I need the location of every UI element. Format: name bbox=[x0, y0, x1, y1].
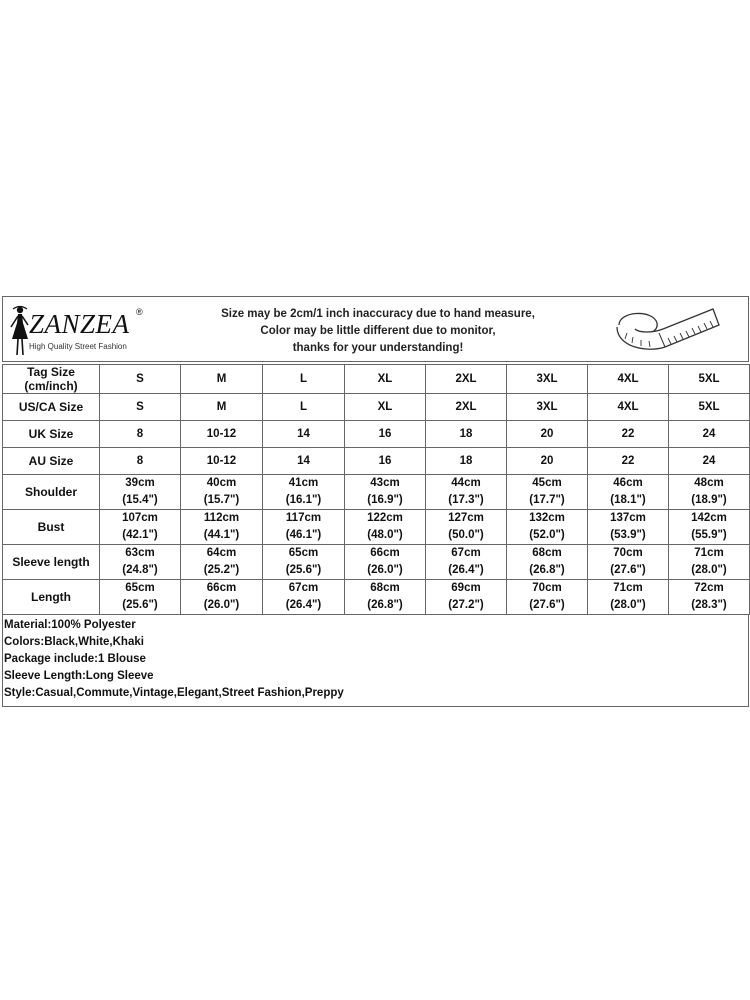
inch-value: (27.6") bbox=[610, 564, 646, 576]
table-row bbox=[3, 580, 750, 615]
table-cell: 24 bbox=[669, 421, 750, 448]
cm-value: 122cm bbox=[367, 512, 403, 524]
cm-value: 66cm bbox=[370, 547, 400, 559]
table-cell bbox=[669, 510, 750, 545]
row-label: Shoulder bbox=[3, 475, 100, 510]
cm-value: 48cm bbox=[694, 477, 724, 489]
inch-value: (48.0") bbox=[367, 529, 403, 541]
note-line: thanks for your understanding! bbox=[292, 342, 464, 354]
inch-value: (18.1") bbox=[610, 494, 646, 506]
detail-line: Style:Casual,Commute,Vintage,Elegant,Street Fashion,Preppy bbox=[4, 687, 344, 699]
woman-silhouette-icon bbox=[9, 305, 31, 357]
detail-line: Package include:1 Blouse bbox=[4, 653, 146, 665]
measure-notes bbox=[173, 306, 583, 357]
inch-value: (44.1") bbox=[203, 529, 240, 541]
table-cell bbox=[345, 545, 426, 580]
table-cell: 5XL bbox=[669, 394, 750, 421]
table-cell: 24 bbox=[669, 448, 750, 475]
inch-value: (25.2") bbox=[203, 564, 240, 576]
cm-value: 63cm bbox=[125, 547, 155, 559]
inch-value: (26.0") bbox=[203, 599, 240, 611]
chart-header bbox=[2, 296, 749, 362]
inch-value: (24.8") bbox=[122, 564, 158, 576]
cm-value: 71cm bbox=[694, 547, 724, 559]
brand-name: ZANZEA bbox=[29, 309, 130, 339]
inch-value: (27.6") bbox=[529, 599, 565, 611]
cm-value: 40cm bbox=[206, 477, 237, 489]
table-cell: 8 bbox=[100, 448, 181, 475]
header-label-line: (cm/inch) bbox=[24, 379, 78, 393]
table-cell: 5XL bbox=[669, 365, 750, 394]
table-cell: 18 bbox=[426, 448, 507, 475]
table-cell bbox=[181, 545, 263, 580]
table-cell bbox=[100, 510, 181, 545]
inch-value: (26.0") bbox=[367, 564, 403, 576]
cm-value: 67cm bbox=[451, 547, 481, 559]
cm-value: 117cm bbox=[285, 512, 322, 524]
inch-value: (18.9") bbox=[691, 494, 727, 506]
table-cell: 20 bbox=[507, 421, 588, 448]
cm-value: 112cm bbox=[203, 512, 240, 524]
table-row bbox=[3, 394, 750, 421]
table-cell bbox=[588, 510, 669, 545]
table-cell: 8 bbox=[100, 421, 181, 448]
table-row bbox=[3, 545, 750, 580]
size-table bbox=[2, 364, 750, 615]
table-cell: M bbox=[181, 394, 263, 421]
table-cell bbox=[507, 510, 588, 545]
table-cell: 16 bbox=[345, 421, 426, 448]
row-label: UK Size bbox=[3, 421, 100, 448]
row-label: US/CA Size bbox=[3, 394, 100, 421]
detail-line: Sleeve Length:Long Sleeve bbox=[4, 670, 154, 682]
table-cell bbox=[181, 475, 263, 510]
cm-value: 65cm bbox=[288, 547, 319, 559]
inch-value: (52.0") bbox=[529, 529, 565, 541]
table-cell bbox=[588, 580, 669, 615]
cm-value: 132cm bbox=[529, 512, 565, 524]
inch-value: (17.7") bbox=[529, 494, 565, 506]
cm-value: 67cm bbox=[288, 582, 319, 594]
table-cell: 22 bbox=[588, 421, 669, 448]
table-cell bbox=[507, 580, 588, 615]
brand-logo bbox=[9, 305, 159, 355]
inch-value: (16.9") bbox=[367, 494, 403, 506]
table-cell bbox=[100, 545, 181, 580]
table-cell: 20 bbox=[507, 448, 588, 475]
table-cell: 18 bbox=[426, 421, 507, 448]
table-row bbox=[3, 475, 750, 510]
brand-tagline: High Quality Street Fashion bbox=[29, 342, 127, 351]
table-cell bbox=[426, 475, 507, 510]
table-cell bbox=[345, 475, 426, 510]
table-cell bbox=[669, 475, 750, 510]
cm-value: 64cm bbox=[206, 547, 237, 559]
table-cell: 3XL bbox=[507, 365, 588, 394]
table-row bbox=[3, 510, 750, 545]
table-cell: 2XL bbox=[426, 365, 507, 394]
row-label: Length bbox=[3, 580, 100, 615]
inch-value: (15.7") bbox=[203, 494, 240, 506]
table-cell: 10-12 bbox=[181, 448, 263, 475]
inch-value: (26.4") bbox=[448, 564, 484, 576]
table-cell bbox=[263, 545, 345, 580]
table-cell: XL bbox=[345, 394, 426, 421]
table-cell bbox=[669, 580, 750, 615]
table-cell bbox=[588, 545, 669, 580]
cm-value: 65cm bbox=[125, 582, 155, 594]
table-row bbox=[3, 365, 750, 394]
cm-value: 70cm bbox=[532, 582, 562, 594]
cm-value: 45cm bbox=[532, 477, 562, 489]
table-cell: 3XL bbox=[507, 394, 588, 421]
registered-mark: ® bbox=[136, 307, 143, 317]
row-label bbox=[3, 365, 100, 394]
inch-value: (55.9") bbox=[691, 529, 727, 541]
inch-value: (28.0") bbox=[610, 599, 646, 611]
inch-value: (25.6") bbox=[285, 564, 322, 576]
table-cell bbox=[263, 510, 345, 545]
inch-value: (26.8") bbox=[367, 599, 403, 611]
table-cell: 10-12 bbox=[181, 421, 263, 448]
table-cell: 14 bbox=[263, 448, 345, 475]
table-cell bbox=[263, 580, 345, 615]
header-label-line: Tag Size bbox=[27, 365, 75, 379]
note-line: Color may be little different due to monitor, bbox=[260, 325, 496, 337]
cm-value: 68cm bbox=[370, 582, 400, 594]
inch-value: (28.3") bbox=[691, 599, 727, 611]
row-label: AU Size bbox=[3, 448, 100, 475]
table-row bbox=[3, 448, 750, 475]
table-cell bbox=[263, 475, 345, 510]
cm-value: 142cm bbox=[691, 512, 727, 524]
inch-value: (25.6") bbox=[122, 599, 158, 611]
inch-value: (42.1") bbox=[122, 529, 158, 541]
table-cell bbox=[181, 580, 263, 615]
table-cell bbox=[507, 545, 588, 580]
table-cell: 4XL bbox=[588, 365, 669, 394]
table-cell: 2XL bbox=[426, 394, 507, 421]
cm-value: 43cm bbox=[370, 477, 400, 489]
inch-value: (26.8") bbox=[529, 564, 565, 576]
table-cell: XL bbox=[345, 365, 426, 394]
table-cell: S bbox=[100, 394, 181, 421]
table-cell: 4XL bbox=[588, 394, 669, 421]
row-label: Bust bbox=[3, 510, 100, 545]
inch-value: (50.0") bbox=[448, 529, 484, 541]
cm-value: 66cm bbox=[206, 582, 237, 594]
inch-value: (28.0") bbox=[691, 564, 727, 576]
cm-value: 70cm bbox=[613, 547, 643, 559]
table-cell bbox=[181, 510, 263, 545]
cm-value: 39cm bbox=[125, 477, 155, 489]
table-cell bbox=[426, 545, 507, 580]
cm-value: 72cm bbox=[694, 582, 724, 594]
table-cell: L bbox=[263, 394, 345, 421]
inch-value: (16.1") bbox=[285, 494, 322, 506]
inch-value: (15.4") bbox=[122, 494, 158, 506]
inch-value: (17.3") bbox=[448, 494, 484, 506]
cm-value: 68cm bbox=[532, 547, 562, 559]
table-row bbox=[3, 421, 750, 448]
detail-line: Colors:Black,White,Khaki bbox=[4, 636, 144, 648]
inch-value: (26.4") bbox=[285, 599, 322, 611]
table-cell bbox=[345, 510, 426, 545]
cm-value: 46cm bbox=[613, 477, 643, 489]
cm-value: 137cm bbox=[610, 512, 646, 524]
cm-value: 127cm bbox=[448, 512, 484, 524]
table-cell bbox=[588, 475, 669, 510]
table-cell: M bbox=[181, 365, 263, 394]
note-line: Size may be 2cm/1 inch inaccuracy due to hand measure, bbox=[221, 308, 535, 320]
table-cell bbox=[669, 545, 750, 580]
table-cell: L bbox=[263, 365, 345, 394]
table-cell bbox=[426, 510, 507, 545]
product-details bbox=[2, 615, 749, 707]
cm-value: 69cm bbox=[451, 582, 481, 594]
size-chart bbox=[2, 296, 749, 707]
table-cell bbox=[426, 580, 507, 615]
table-cell: S bbox=[100, 365, 181, 394]
inch-value: (53.9") bbox=[610, 529, 646, 541]
cm-value: 71cm bbox=[613, 582, 643, 594]
cm-value: 41cm bbox=[288, 477, 319, 489]
table-cell bbox=[345, 580, 426, 615]
inch-value: (46.1") bbox=[285, 529, 322, 541]
measuring-tape-icon bbox=[613, 303, 725, 359]
cm-value: 107cm bbox=[122, 512, 158, 524]
table-cell: 14 bbox=[263, 421, 345, 448]
table-cell bbox=[507, 475, 588, 510]
table-cell bbox=[100, 580, 181, 615]
table-cell: 16 bbox=[345, 448, 426, 475]
cm-value: 44cm bbox=[451, 477, 481, 489]
table-cell bbox=[100, 475, 181, 510]
table-cell: 22 bbox=[588, 448, 669, 475]
row-label: Sleeve length bbox=[3, 545, 100, 580]
detail-line: Material:100% Polyester bbox=[4, 619, 136, 631]
inch-value: (27.2") bbox=[448, 599, 484, 611]
